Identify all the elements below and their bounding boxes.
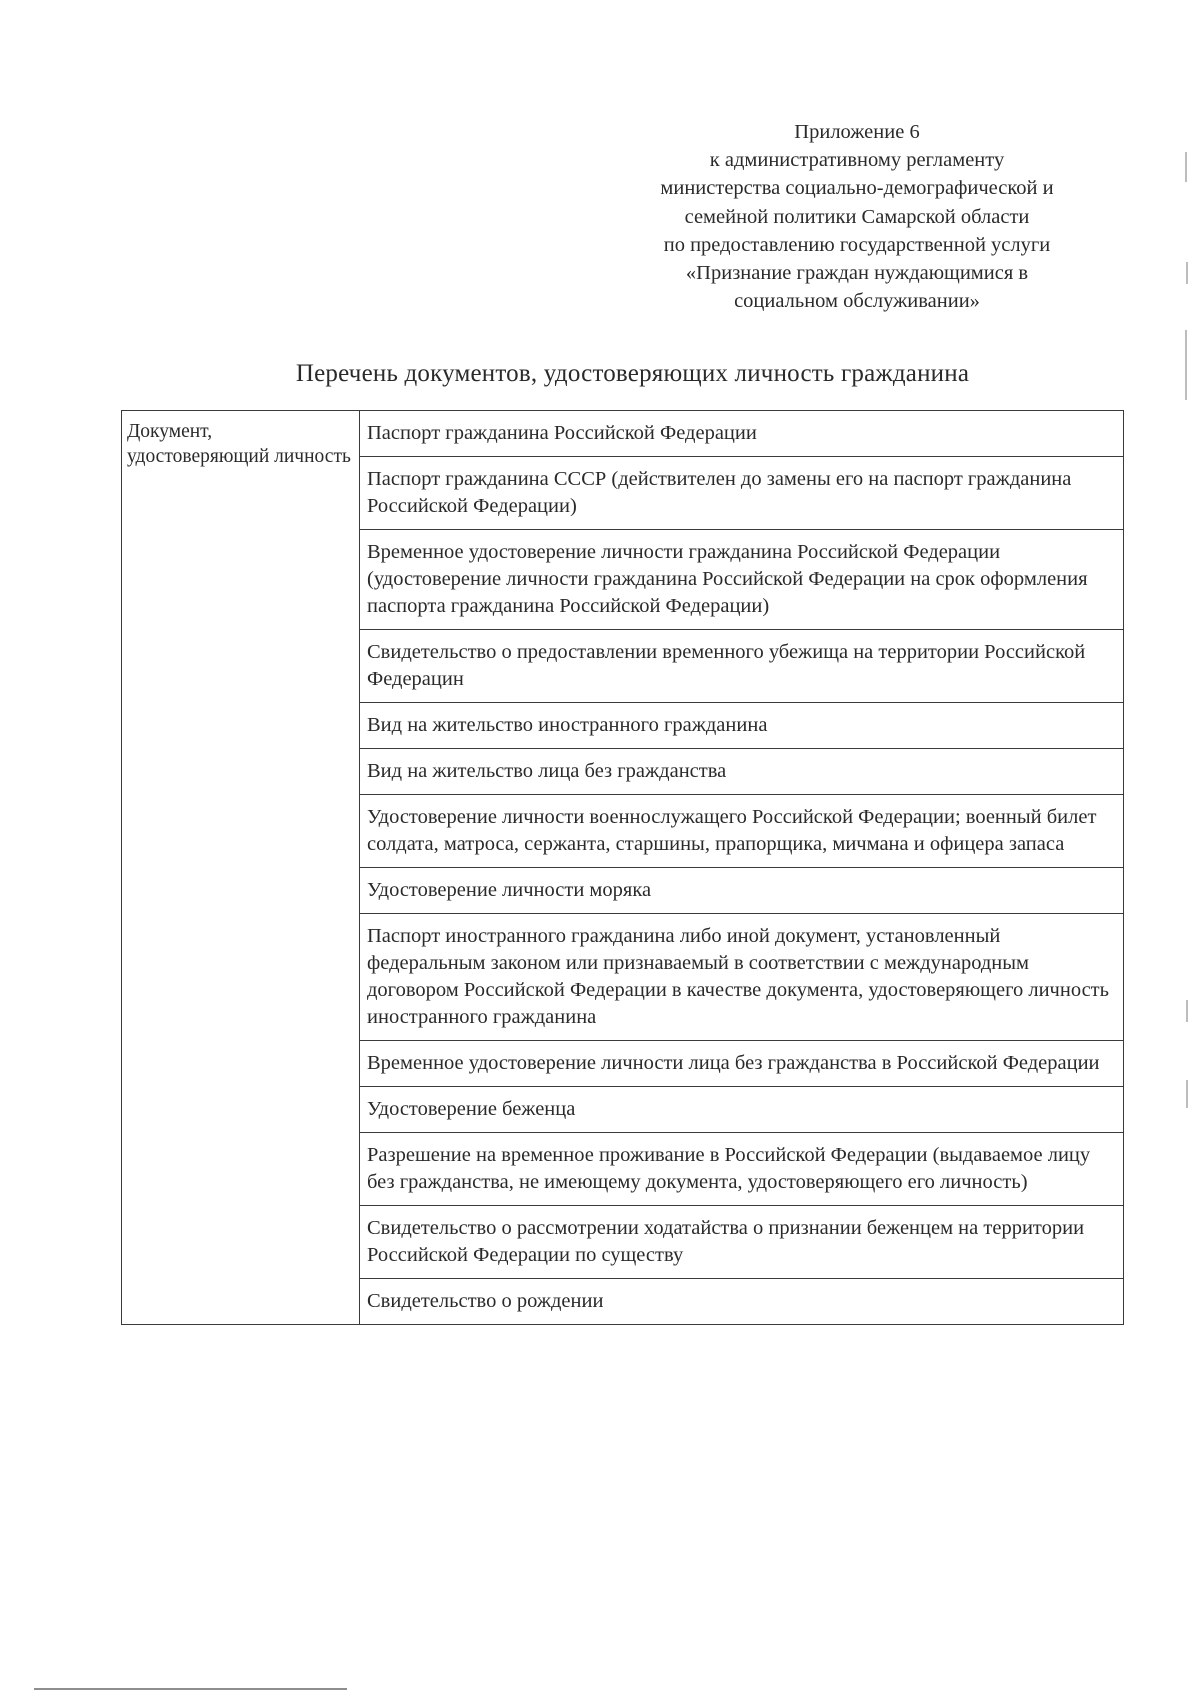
footer-rule bbox=[34, 1688, 347, 1690]
appendix-line: к административному регламенту bbox=[709, 149, 1005, 172]
document-cell: Свидетельство о рождении bbox=[360, 1279, 1124, 1325]
document-cell: Временное удостоверение личности гражданина Российской Федерации (удостоверение личности гражданина Российской Федерации на срок оформления паспорта гражданина Российской Федерации) bbox=[360, 530, 1124, 630]
document-cell: Вид на жительство иностранного гражданина bbox=[360, 703, 1124, 749]
appendix-header bbox=[622, 118, 1092, 315]
scan-artifact bbox=[1185, 152, 1187, 182]
appendix-line: министерства социально-демографической и bbox=[660, 177, 1054, 200]
table-row bbox=[122, 411, 1124, 457]
document-cell: Вид на жительство лица без гражданства bbox=[360, 749, 1124, 795]
document-cell: Свидетельство о рассмотрении ходатайства о признании беженцем на территории Российской Федерации по существу bbox=[360, 1206, 1124, 1279]
appendix-line: «Признание граждан нуждающимися в bbox=[685, 262, 1029, 285]
scan-artifact bbox=[1186, 1000, 1188, 1022]
document-title: Перечень документов, удостоверяющих личность гражданина bbox=[295, 360, 970, 387]
documents-table bbox=[121, 410, 1124, 1325]
document-cell: Разрешение на временное проживание в Российской Федерации (выдаваемое лицу без гражданства, не имеющему документа, удостоверяющего его личность) bbox=[360, 1133, 1124, 1206]
document-cell: Удостоверение беженца bbox=[360, 1087, 1124, 1133]
document-cell: Паспорт гражданина СССР (действителен до замены его на паспорт гражданина Российской Федерации) bbox=[360, 457, 1124, 530]
document-cell: Паспорт иностранного гражданина либо иной документ, установленный федеральным законом или признаваемый в соответствии с международным договором Российской Федерации в качестве документа, удостоверяющего личность иностранного гражданина bbox=[360, 914, 1124, 1041]
document-cell: Свидетельство о предоставлении временного убежища на территории Российской Федерацин bbox=[360, 630, 1124, 703]
document-cell: Удостоверение личности военнослужащего Российской Федерации; военный билет солдата, матроса, сержанта, старшины, прапорщика, мичмана и офицера запаса bbox=[360, 795, 1124, 868]
document-cell: Удостоверение личности моряка bbox=[360, 868, 1124, 914]
appendix-line: семейной политики Самарской области bbox=[684, 205, 1030, 228]
appendix-line: социальном обслуживании» bbox=[734, 290, 980, 313]
document-cell: Временное удостоверение личности лица без гражданства в Российской Федерации bbox=[360, 1041, 1124, 1087]
row-label-cell: Документ, удостоверяющий личность bbox=[122, 411, 360, 1325]
appendix-line: Приложение 6 bbox=[794, 121, 920, 143]
scan-artifact bbox=[1186, 1080, 1188, 1108]
document-cell: Паспорт гражданина Российской Федерации bbox=[360, 411, 1124, 457]
appendix-line: по предоставлению государственной услуги bbox=[663, 233, 1051, 256]
scan-artifact bbox=[1186, 262, 1188, 284]
scan-artifact bbox=[1185, 330, 1187, 400]
